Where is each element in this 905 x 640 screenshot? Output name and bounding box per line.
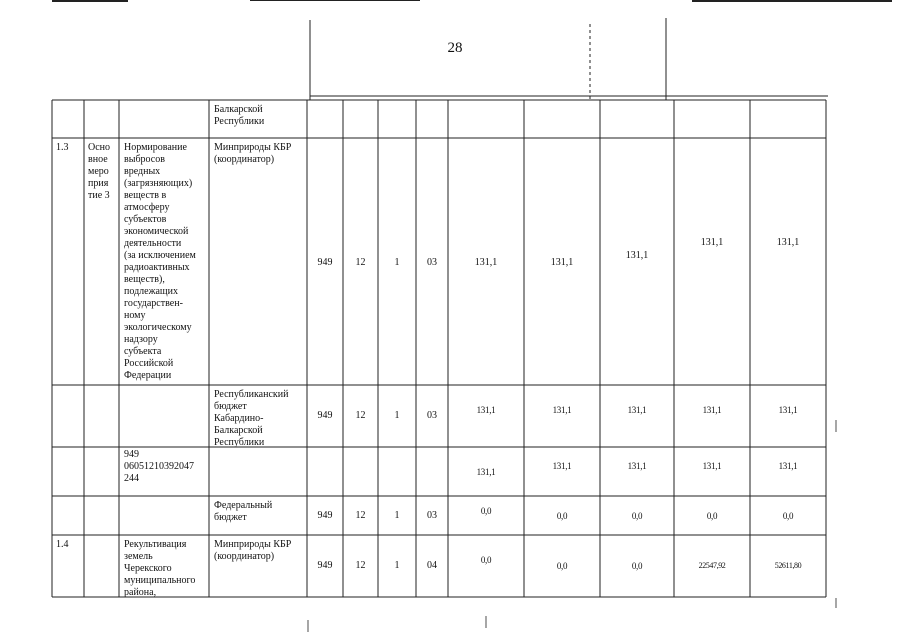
- row5-value-3: 0,0: [631, 561, 643, 571]
- row5-source: Минприроды КБР (координатор): [214, 539, 292, 562]
- row5-grbs: 949: [317, 560, 333, 571]
- row1-type: Осно вное меро прия тие 3: [88, 142, 111, 201]
- row1-pr: 1: [394, 257, 400, 268]
- row1-grbs: 949: [317, 257, 333, 268]
- row4-pr: 1: [394, 510, 400, 521]
- row5-pr: 1: [394, 560, 400, 571]
- row2-value-3: 131,1: [627, 405, 647, 415]
- row1-value-4: 131,1: [700, 237, 724, 248]
- row1-source: Минприроды КБР (координатор): [214, 142, 292, 165]
- row1-rz: 12: [355, 257, 366, 268]
- row5-csr: 04: [427, 560, 437, 571]
- row2-pr: 1: [394, 410, 400, 421]
- row5-value-2: 0,0: [556, 561, 568, 571]
- row5-name: Рекультивация земель Черекского муниципального района,: [124, 539, 196, 597]
- row2-value-4: 131,1: [702, 405, 722, 415]
- row4-grbs: 949: [317, 510, 333, 521]
- row1-value-3: 131,1: [625, 250, 649, 261]
- row5-value-5: 52611,80: [774, 561, 802, 570]
- row0-source: Балкарской Республики: [214, 104, 265, 127]
- row2-rz: 12: [355, 410, 366, 421]
- row4-value-2: 0,0: [556, 511, 568, 521]
- row5-value-1: 0,0: [480, 555, 492, 565]
- row2-value-1: 131,1: [476, 405, 496, 415]
- row3-value-4: 131,1: [702, 461, 722, 471]
- row3-value-3: 131,1: [627, 461, 647, 471]
- row4-value-3: 0,0: [631, 511, 643, 521]
- row2-value-2: 131,1: [552, 405, 572, 415]
- row2-source: Республиканский бюджет Кабардино- Балкарской Республики: [214, 389, 289, 447]
- row5-value-4: 22547,92: [698, 561, 726, 570]
- row4-rz: 12: [355, 510, 366, 521]
- row4-csr: 03: [427, 510, 437, 521]
- row1-name: Нормирование выбросов вредных (загрязняющих) веществ в атмосферу субъектов экономической деятельности (за исключением радиоактивных веществ), подлежащих государствен- ному экологическому надзору субъекта Российской Федерации: [124, 142, 196, 381]
- row1-value-5: 131,1: [776, 237, 800, 248]
- row3-value-1: 131,1: [476, 467, 496, 477]
- row1-value-1: 131,1: [474, 257, 498, 268]
- row5-rz: 12: [355, 560, 366, 571]
- row4-value-1: 0,0: [480, 506, 492, 516]
- row4-value-5: 0,0: [782, 511, 794, 521]
- row1-value-2: 131,1: [550, 257, 574, 268]
- row1-csr: 03: [427, 257, 437, 268]
- row1-id: 1.3: [56, 142, 69, 153]
- row2-value-5: 131,1: [778, 405, 798, 415]
- row5-id: 1.4: [56, 539, 69, 550]
- row3-value-2: 131,1: [552, 461, 572, 471]
- page-number: 28: [447, 40, 463, 56]
- row4-value-4: 0,0: [706, 511, 718, 521]
- row2-grbs: 949: [317, 410, 333, 421]
- row4-source: Федеральный бюджет: [214, 500, 273, 523]
- row3-value-5: 131,1: [778, 461, 798, 471]
- row2-csr: 03: [427, 410, 437, 421]
- row3-name: 949 06051210392047 244: [124, 449, 194, 484]
